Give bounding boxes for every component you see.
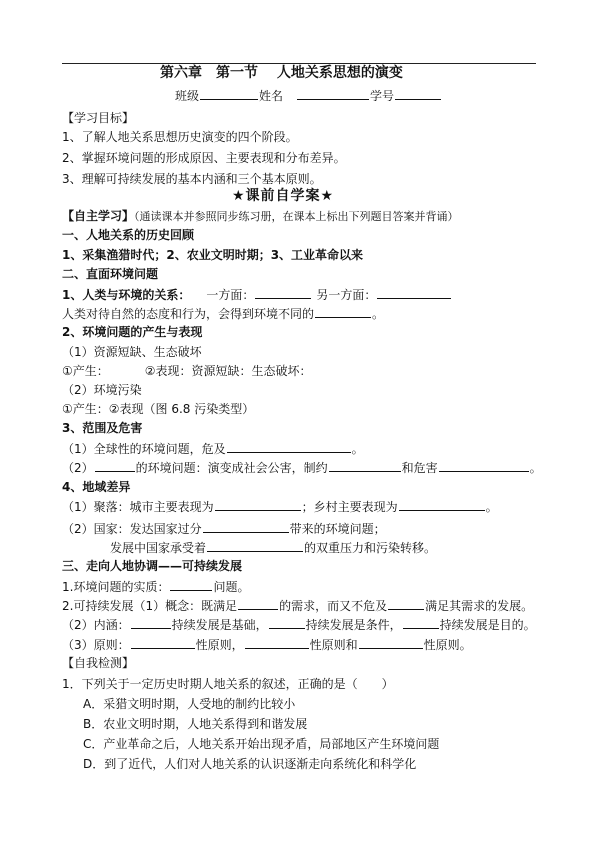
- s2-q4-3-blank[interactable]: [207, 540, 303, 552]
- s2-q2: 2、环境问题的产生与表现: [62, 325, 203, 339]
- s3-q4-blank-3[interactable]: [359, 637, 423, 649]
- goals-heading: 【学习目标】: [62, 111, 135, 125]
- s2-q1-other-side: 另一方面：: [316, 288, 377, 302]
- section-2-heading: 二、直面环境问题: [62, 267, 159, 281]
- check-option-a[interactable]: A．采猎文明时期，人受地的制约比较小: [83, 697, 296, 711]
- s2-q4-1-end: 。: [485, 500, 498, 514]
- s2-q4-3-end: 的双重压力和污染转移。: [304, 541, 437, 555]
- s2-q3-1: [62, 441, 364, 457]
- section-1-heading: 一、人地关系的历史回顾: [62, 228, 195, 242]
- s3-q2-text: 2.可持续发展（1）概念：既满足: [62, 599, 238, 613]
- goal-item: 1、了解人地关系思想历史演变的四个阶段。: [62, 130, 298, 144]
- s2-q1-label: 1、人类与环境的关系：: [62, 288, 191, 302]
- s2-q1-one-side: 一方面：: [206, 288, 255, 302]
- s3-q3-text: （2）内涵：: [62, 618, 130, 632]
- name-label: 姓名: [259, 89, 284, 103]
- s3-q3-blank-2[interactable]: [269, 617, 305, 629]
- s2-q3-1-text: （1）全球性的环境问题，危及: [62, 442, 226, 456]
- check-option-d[interactable]: D．到了近代，人们对人地关系的认识逐渐走向系统化和科学化: [83, 757, 417, 771]
- class-field[interactable]: [200, 88, 258, 100]
- s2-q2-2a: ①产生：②表现（图 6.8 污染类型）: [62, 402, 255, 416]
- s3-q3-end: 持续发展是目的。: [439, 618, 536, 632]
- s3-q2-blank-1[interactable]: [238, 598, 278, 610]
- student-info-row: [175, 88, 442, 104]
- s3-q3-text-3: 持续发展是条件，: [305, 618, 402, 632]
- id-label: 学号: [370, 89, 395, 103]
- s3-q4: [62, 637, 472, 653]
- s2-q2-1a: ①产生：: [62, 364, 109, 378]
- s2-q4-3-text: 发展中国家承受着: [110, 541, 207, 555]
- self-check-heading: 【自我检测】: [62, 656, 135, 670]
- s2-q1-line2-blank[interactable]: [315, 306, 371, 318]
- id-field[interactable]: [395, 88, 441, 100]
- class-label: 班级: [175, 89, 200, 103]
- s3-q4-text-2: 性原则，: [195, 638, 244, 652]
- s3-q2-text-2: 的需求，而又不危及: [279, 599, 388, 613]
- s3-q3-text-2: 持续发展是基础，: [171, 618, 268, 632]
- s2-q1-blank-2[interactable]: [377, 287, 451, 299]
- top-rule: [62, 63, 536, 64]
- s2-q1-line2-end: 。: [372, 307, 385, 321]
- s2-q1: [62, 287, 452, 303]
- s2-q3-2-end: 。: [529, 461, 542, 475]
- self-study-instruction: （通读课本并参照同步练习册，在课本上标出下列题目答案并背诵）: [134, 210, 459, 223]
- s3-q3-blank-1[interactable]: [131, 617, 171, 629]
- s2-q4-1-text-2: ；乡村主要表现为: [301, 500, 398, 514]
- s3-q3: [62, 617, 536, 633]
- s2-q2-1-detail: [62, 364, 312, 379]
- s2-q2-2: （2）环境污染: [62, 383, 142, 397]
- check-option-b[interactable]: B．农业文明时期，人地关系得到和谐发展: [83, 717, 308, 731]
- self-study-row: [62, 209, 459, 224]
- s3-q2-blank-2[interactable]: [388, 598, 424, 610]
- s2-q1-line2-text: 人类对待自然的态度和行为，会得到环境不同的: [62, 307, 315, 321]
- s2-q1-blank-1[interactable]: [255, 287, 311, 299]
- s2-q3-2-blank-1[interactable]: [95, 460, 135, 472]
- s3-q1: [62, 579, 249, 595]
- s2-q4-1-text: （1）聚落：城市主要表现为: [62, 500, 214, 514]
- s2-q3-1-end: 。: [351, 442, 364, 456]
- page-title: 第六章 第一节 人地关系思想的演变: [160, 65, 403, 81]
- s3-q4-text-3: 性原则和: [309, 638, 358, 652]
- s2-q3-2-blank-2[interactable]: [329, 460, 401, 472]
- s2-q4-3: [110, 540, 436, 556]
- s2-q4: 4、地域差异: [62, 480, 131, 494]
- s3-q3-blank-3[interactable]: [403, 617, 439, 629]
- s2-q4-2-end: 带来的环境问题；: [289, 522, 386, 536]
- s3-q4-text: （3）原则：: [62, 638, 130, 652]
- s2-q4-1-blank-1[interactable]: [215, 499, 301, 511]
- s2-q4-1: [62, 499, 498, 515]
- s2-q3-2-prefix: （2）: [62, 461, 94, 475]
- s3-q1-text: 1.环境问题的实质：: [62, 580, 170, 594]
- s3-q4-blank-2[interactable]: [245, 637, 309, 649]
- check-option-c[interactable]: C．产业革命之后，人地关系开始出现矛盾，局部地区产生环境问题: [83, 737, 440, 751]
- s2-q4-1-blank-2[interactable]: [399, 499, 485, 511]
- goal-item: 2、掌握环境问题的形成原因、主要表现和分布差异。: [62, 151, 346, 165]
- self-study-heading: 【自主学习】: [62, 209, 135, 223]
- s2-q1-line2: [62, 306, 384, 322]
- s2-q3: 3、范围及危害: [62, 421, 143, 435]
- s3-q1-end: 问题。: [213, 580, 250, 594]
- s3-q2-end: 满足其需求的发展。: [425, 599, 534, 613]
- s2-q3-2-blank-3[interactable]: [439, 460, 529, 472]
- s3-q4-blank-1[interactable]: [131, 637, 195, 649]
- s2-q3-2-text: 的环境问题：演变成社会公害，制约: [135, 461, 328, 475]
- section-3-heading: 三、走向人地协调——可持续发展: [62, 559, 243, 573]
- s2-q3-2-text-2: 和危害: [401, 461, 438, 475]
- name-field[interactable]: [297, 88, 369, 100]
- s3-q1-blank[interactable]: [170, 579, 212, 591]
- s3-q4-end: 性原则。: [423, 638, 472, 652]
- s2-q2-1: （1）资源短缺、生态破坏: [62, 345, 202, 359]
- s2-q3-2: [62, 460, 542, 476]
- preview-section-title: ★课前自学案★: [232, 188, 335, 204]
- s2-q4-2-blank[interactable]: [203, 521, 289, 533]
- goal-item: 3、理解可持续发展的基本内涵和三个基本原则。: [62, 172, 322, 186]
- check-question: 1．下列关于一定历史时期人地关系的叙述，正确的是（ ）: [62, 677, 394, 691]
- s3-q2: [62, 598, 533, 614]
- s2-q3-1-blank[interactable]: [227, 441, 351, 453]
- s2-q2-1b: ②表现：资源短缺：生态破坏：: [144, 364, 312, 378]
- s2-q4-2-text: （2）国家：发达国家过分: [62, 522, 202, 536]
- section-1-line: 1、采集渔猎时代；2、农业文明时期；3、工业革命以来: [62, 248, 364, 262]
- s2-q4-2: [62, 521, 386, 537]
